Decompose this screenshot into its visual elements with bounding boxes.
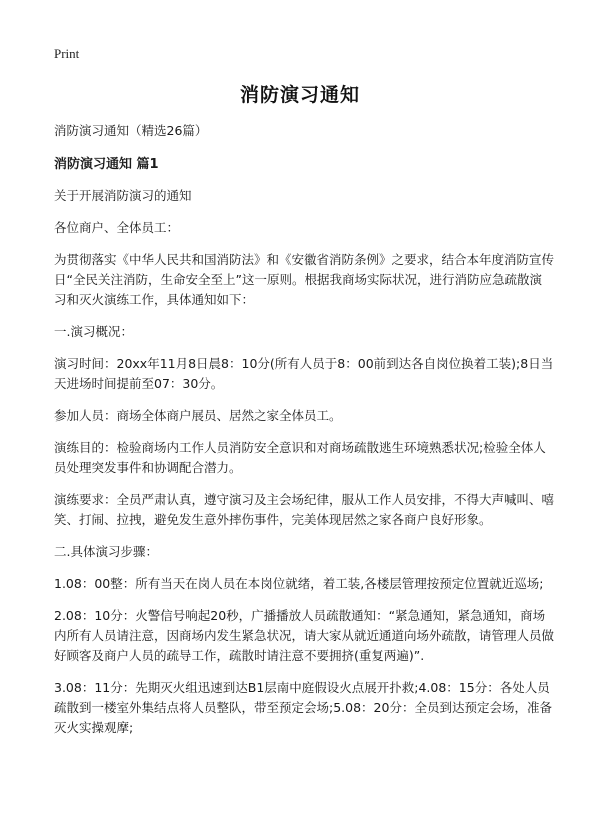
document-title: 消防演习通知 [239, 84, 360, 106]
paragraph: 为贯彻落实《中华人民共和国消防法》和《安徽省消防条例》之要求，结合本年度消防宣传日“全民关注消防，生命安全至上”这一原则。根据我商场实际状况，进行消防应急疏散演习和灭火演练工作，具体通知如下： [54, 252, 555, 307]
paragraph: 2.08：10分：火警信号响起20秒，广播播放人员疏散通知：“紧急通知，紧急通知，商场内所有人员请注意，因商场内发生紧急状况，请大家从就近通道向场外疏散，请管理人员做好顾客及商户人员的疏导工作，疏散时请注意不要拥挤(重复两遍)”. [54, 608, 555, 663]
paragraph: 各位商户、全体员工： [54, 220, 180, 235]
paragraph: 一.演习概况： [54, 324, 133, 339]
paragraph: 演习时间：20xx年11月8日晨8：10分(所有人员于8：00前到达各自岗位换着工装);8日当天进场时间提前至07：30分。 [54, 356, 554, 391]
paragraph: 关于开展消防演习的通知 [54, 188, 192, 203]
paragraph: 二.具体演习步骤： [54, 544, 158, 559]
document-subtitle: 消防演习通知（精选26篇） [54, 123, 208, 138]
paragraph: 1.08：00整：所有当天在岗人员在本岗位就绪，着工装,各楼层管理按预定位置就近巡场; [54, 576, 544, 591]
paragraph: 3.08：11分：先期灭火组迅速到达B1层南中庭假设火点展开扑救;4.08：15分：各处人员疏散到一楼室外集结点将人员整队，带至预定会场;5.08：20分：全员到达预定会场，准备灭火实操观摩; [54, 680, 552, 735]
section-heading: 消防演习通知 篇1 [54, 157, 159, 172]
document-body [54, 121, 554, 750]
paragraph: 演练要求：全员严肃认真，遵守演习及主会场纪律，服从工作人员安排，不得大声喊叫、嘻笑、打闹、拉拽，避免发生意外摔伤事件，完美体现居然之家各商户良好形象。 [54, 492, 555, 527]
print-link[interactable]: Print [54, 46, 80, 61]
paragraph: 参加人员：商场全体商户展员、居然之家全体员工。 [54, 408, 342, 423]
paragraph: 演练目的：检验商场内工作人员消防安全意识和对商场疏散逃生环境熟悉状况;检验全体人员处理突发事件和协调配合潜力。 [54, 440, 546, 475]
